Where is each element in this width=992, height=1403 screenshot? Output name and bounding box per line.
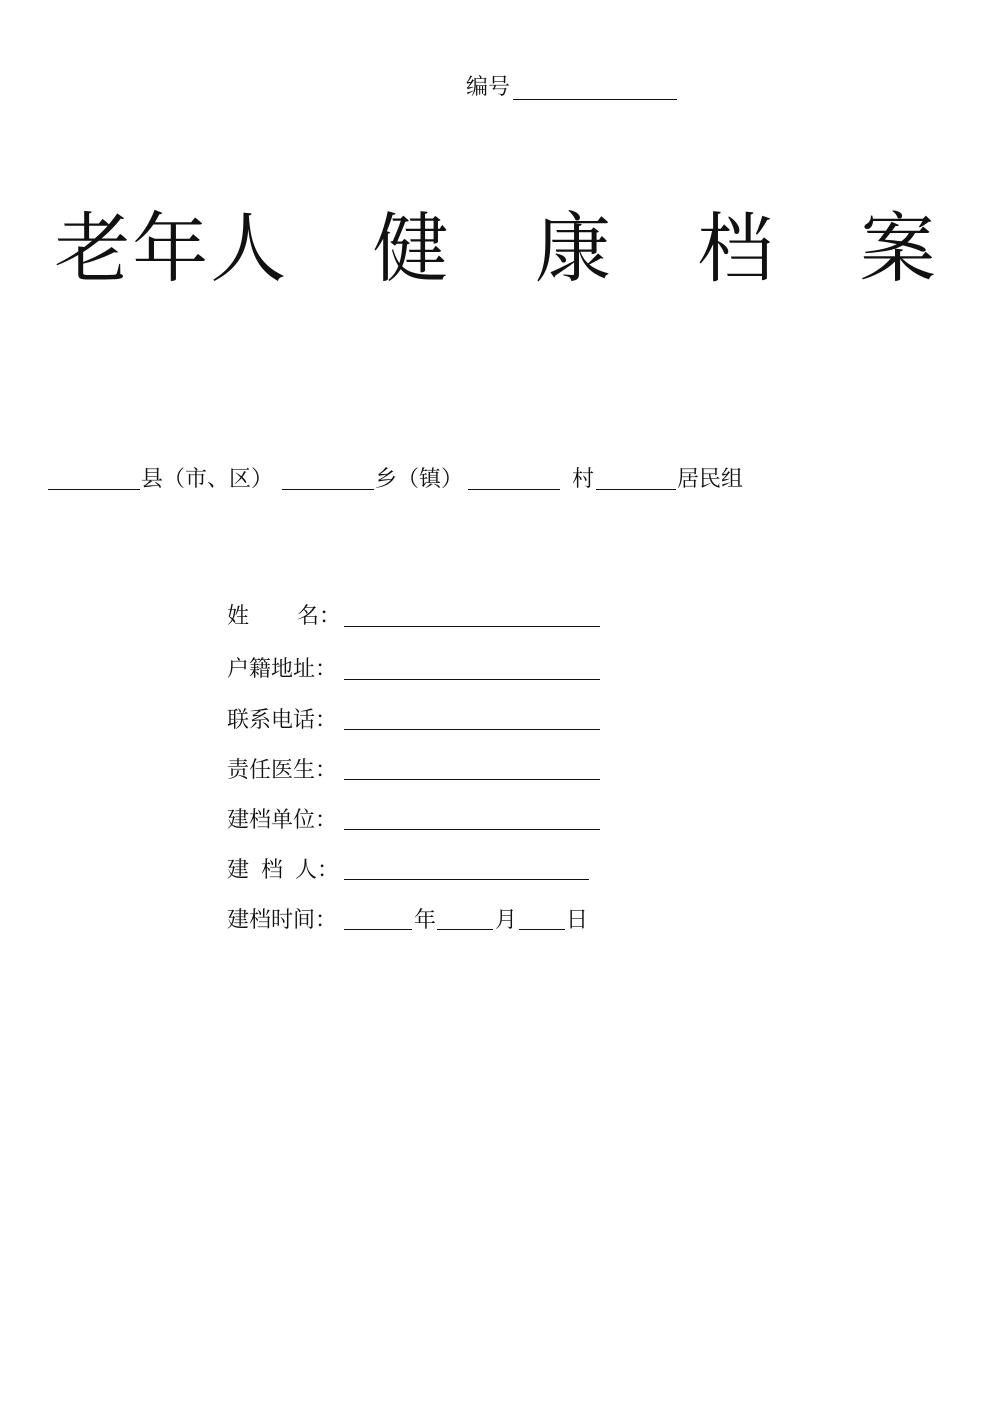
name-label-char-1: 姓 xyxy=(227,604,250,629)
unit-field[interactable] xyxy=(344,829,600,830)
title-char-an: 案 xyxy=(859,204,938,293)
doctor-field[interactable] xyxy=(344,779,600,780)
name-label xyxy=(227,599,341,630)
unit-label: 建档单位： xyxy=(227,808,338,833)
page-title xyxy=(0,188,992,297)
day-label: 日 xyxy=(566,908,589,933)
year-field[interactable] xyxy=(344,929,412,930)
phone-field[interactable] xyxy=(344,729,600,730)
title-part-elderly: 老年人 xyxy=(54,204,289,293)
household-address-field[interactable] xyxy=(344,679,600,680)
creator-label-char-2: 档 xyxy=(261,858,284,883)
day-field[interactable] xyxy=(519,929,565,930)
village-field[interactable] xyxy=(468,489,560,490)
township-field[interactable] xyxy=(282,489,374,490)
creator-label-char-3: 人： xyxy=(295,858,340,883)
date-label: 建档时间： xyxy=(227,908,338,933)
creator-label xyxy=(227,853,339,884)
name-label-char-2: 名： xyxy=(297,604,342,629)
phone-label: 联系电话： xyxy=(227,708,338,733)
title-char-jian: 健 xyxy=(372,204,451,293)
household-address-label: 户籍地址： xyxy=(227,657,338,682)
month-label: 月 xyxy=(495,908,518,933)
county-field[interactable] xyxy=(48,489,140,490)
serial-number-label: 编号 xyxy=(466,75,511,100)
village-label: 村 xyxy=(572,467,595,492)
township-label: 乡（镇） xyxy=(375,467,464,492)
resident-group-label: 居民组 xyxy=(677,467,744,492)
creator-field[interactable] xyxy=(344,879,589,880)
doctor-label: 责任医生： xyxy=(227,758,338,783)
resident-group-field[interactable] xyxy=(596,489,676,490)
title-char-kang: 康 xyxy=(535,204,613,293)
year-label: 年 xyxy=(414,908,437,933)
name-field[interactable] xyxy=(344,626,600,627)
month-field[interactable] xyxy=(437,929,493,930)
title-char-dang: 档 xyxy=(697,204,776,293)
county-label: 县（市、区） xyxy=(141,467,274,492)
serial-number-field[interactable] xyxy=(513,99,677,100)
creator-label-char-1: 建 xyxy=(227,858,250,883)
